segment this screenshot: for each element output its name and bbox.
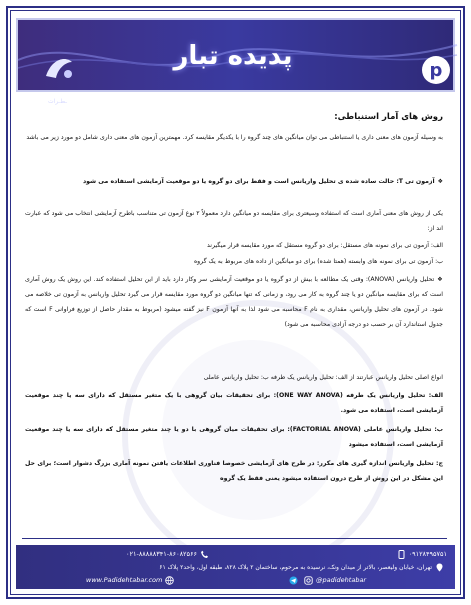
header-banner bbox=[16, 18, 455, 105]
anova-types: انواع اصلی تحلیل واریانس عبارتند از الف: تحلیل واریانس یک طرفه ب: تحلیل واریانس عاملی bbox=[203, 374, 443, 381]
address-row bbox=[159, 561, 447, 573]
factorial-anova: ب: تحلیل واریانس عاملی (FACTORIAL ANOVA): برای تحقیقات میان گروهی با دو یا چند متغیر مستقل که دارای سه یا چند موقعیت آزمایشی است، استفاده میشود bbox=[25, 426, 444, 448]
intro-paragraph: به وسیله آزمون های معنی داری یا استنباطی می توان میانگین های چند گروه را با یکدیگر مقایسه کرد. مهمترین آزمون های معنی داری شامل دو مورد زیر می باشد bbox=[26, 134, 443, 141]
telegram-icon bbox=[289, 576, 298, 585]
partner-logo-icon bbox=[42, 52, 78, 84]
anova-item bbox=[25, 272, 443, 332]
document-body bbox=[22, 100, 447, 530]
phone-number: ۰۲۱-۸۸۸۸۸۳۴۱-۸۶۰۸۲۵۶۶ bbox=[126, 550, 198, 558]
instagram-icon bbox=[304, 576, 313, 585]
website-row bbox=[86, 574, 177, 586]
instagram-handle[interactable]: @padidehtabar bbox=[316, 576, 367, 584]
phone-icon bbox=[200, 550, 209, 559]
footer-divider bbox=[22, 538, 447, 539]
globe-icon bbox=[165, 576, 174, 585]
instagram-row bbox=[286, 574, 366, 586]
t-test-type-alef: الف: آزمون تی برای نمونه های مستقل: برای دو گروه مستقل که مورد مقایسه قرار میگیرند bbox=[207, 242, 443, 249]
location-icon bbox=[435, 563, 444, 572]
repeated-measures-anova: ج: تحلیل واریانس اندازه گیری های مکرر: در طرح های آزمایشی خصوصا فناوری اطلاعات یافتن نمونه آماری بزرگ دشوار است؛ برای حل این مشکل در این روش از طرح درون استفاده میشود یعنی فقط یک گروه bbox=[25, 460, 443, 482]
footer-bar bbox=[16, 545, 455, 589]
anova-text: تحلیل واریانس (ANOVA): وقتی یک مطالعه با بیش از دو گروه یا دو موقعیت آزمایشی سر وکار دارد باید از این تحلیل استفاده کند. این روش یک روش آماری است که برای مقایسه میانگین دو یا چند گروه به کار می رود، و زمانی که تنها میانگین دو گروه مورد مقایسه قرار می گیرد تحلیل واریانس به آزمون تی خلاصه می شود. در آزمون های تحلیل واریانس، مقداری به نام F محاسبه می شود لذا به آنها آزمون F نیز گفته میشود (مربوط به مقدار حاصل از توزیع فراوانی F است که جدول استاندارد آن بر حسب دو درجه آزادی محاسبه می شود) bbox=[25, 276, 443, 328]
website-link[interactable]: www.Padidehtabar.com bbox=[86, 576, 163, 584]
t-test-type-be: ب: آزمون تی برای نمونه های وابسته (همتا شده) برای دو میانگین از داده های مربوط به یک گروه bbox=[193, 258, 443, 265]
address-text: تهران، خیابان ولیعصر، بالاتر از میدان ونک، نرسیده به مرحوم، ساختمان ۲ پلاک ۸۲۸، طبقه اول، واحد۲ پلاک ۶۱ bbox=[159, 563, 432, 571]
section-title: روش های آمار استنباطی: bbox=[334, 112, 443, 122]
partner-logo-text: ـطـرات bbox=[48, 98, 68, 105]
diamond-bullet-icon: ❖ bbox=[437, 276, 443, 283]
one-way-anova: الف: تحلیل واریانس یک طرفه (ONE WAY ANOVA): برای تحقیقات بیان گروهی با یک متغیر مستقل که دارای سه یا چند موقعیت آزمایشی است، استفاده می شود. bbox=[25, 392, 443, 414]
t-test-text: آزمون تی T: حالت ساده شده ی تحلیل واریانس است و فقط برای دو گروه یا دو موقعیت آزمایشی استفاده می شود bbox=[82, 178, 435, 185]
phone-row bbox=[126, 548, 212, 560]
brand-logo-icon: p bbox=[422, 56, 450, 84]
diamond-bullet-icon: ❖ bbox=[437, 178, 443, 185]
mobile-number: ۰۹۱۲۸۴۹۵۷۵۱ bbox=[408, 550, 447, 558]
t-test-item bbox=[25, 174, 443, 189]
brand-title: پدیده تبار bbox=[173, 41, 293, 71]
t-test-detail: یکی از روش های معنی آماری است که استفاده وسیعتری برای مقایسه دو میانگین دارد معمولاً ۲ نوع آزمون تی متناسب باطرح آزمایشی انتخاب می شود که عبارت اند از: bbox=[25, 210, 443, 232]
mobile-row bbox=[394, 548, 447, 560]
mobile-icon bbox=[397, 550, 406, 559]
